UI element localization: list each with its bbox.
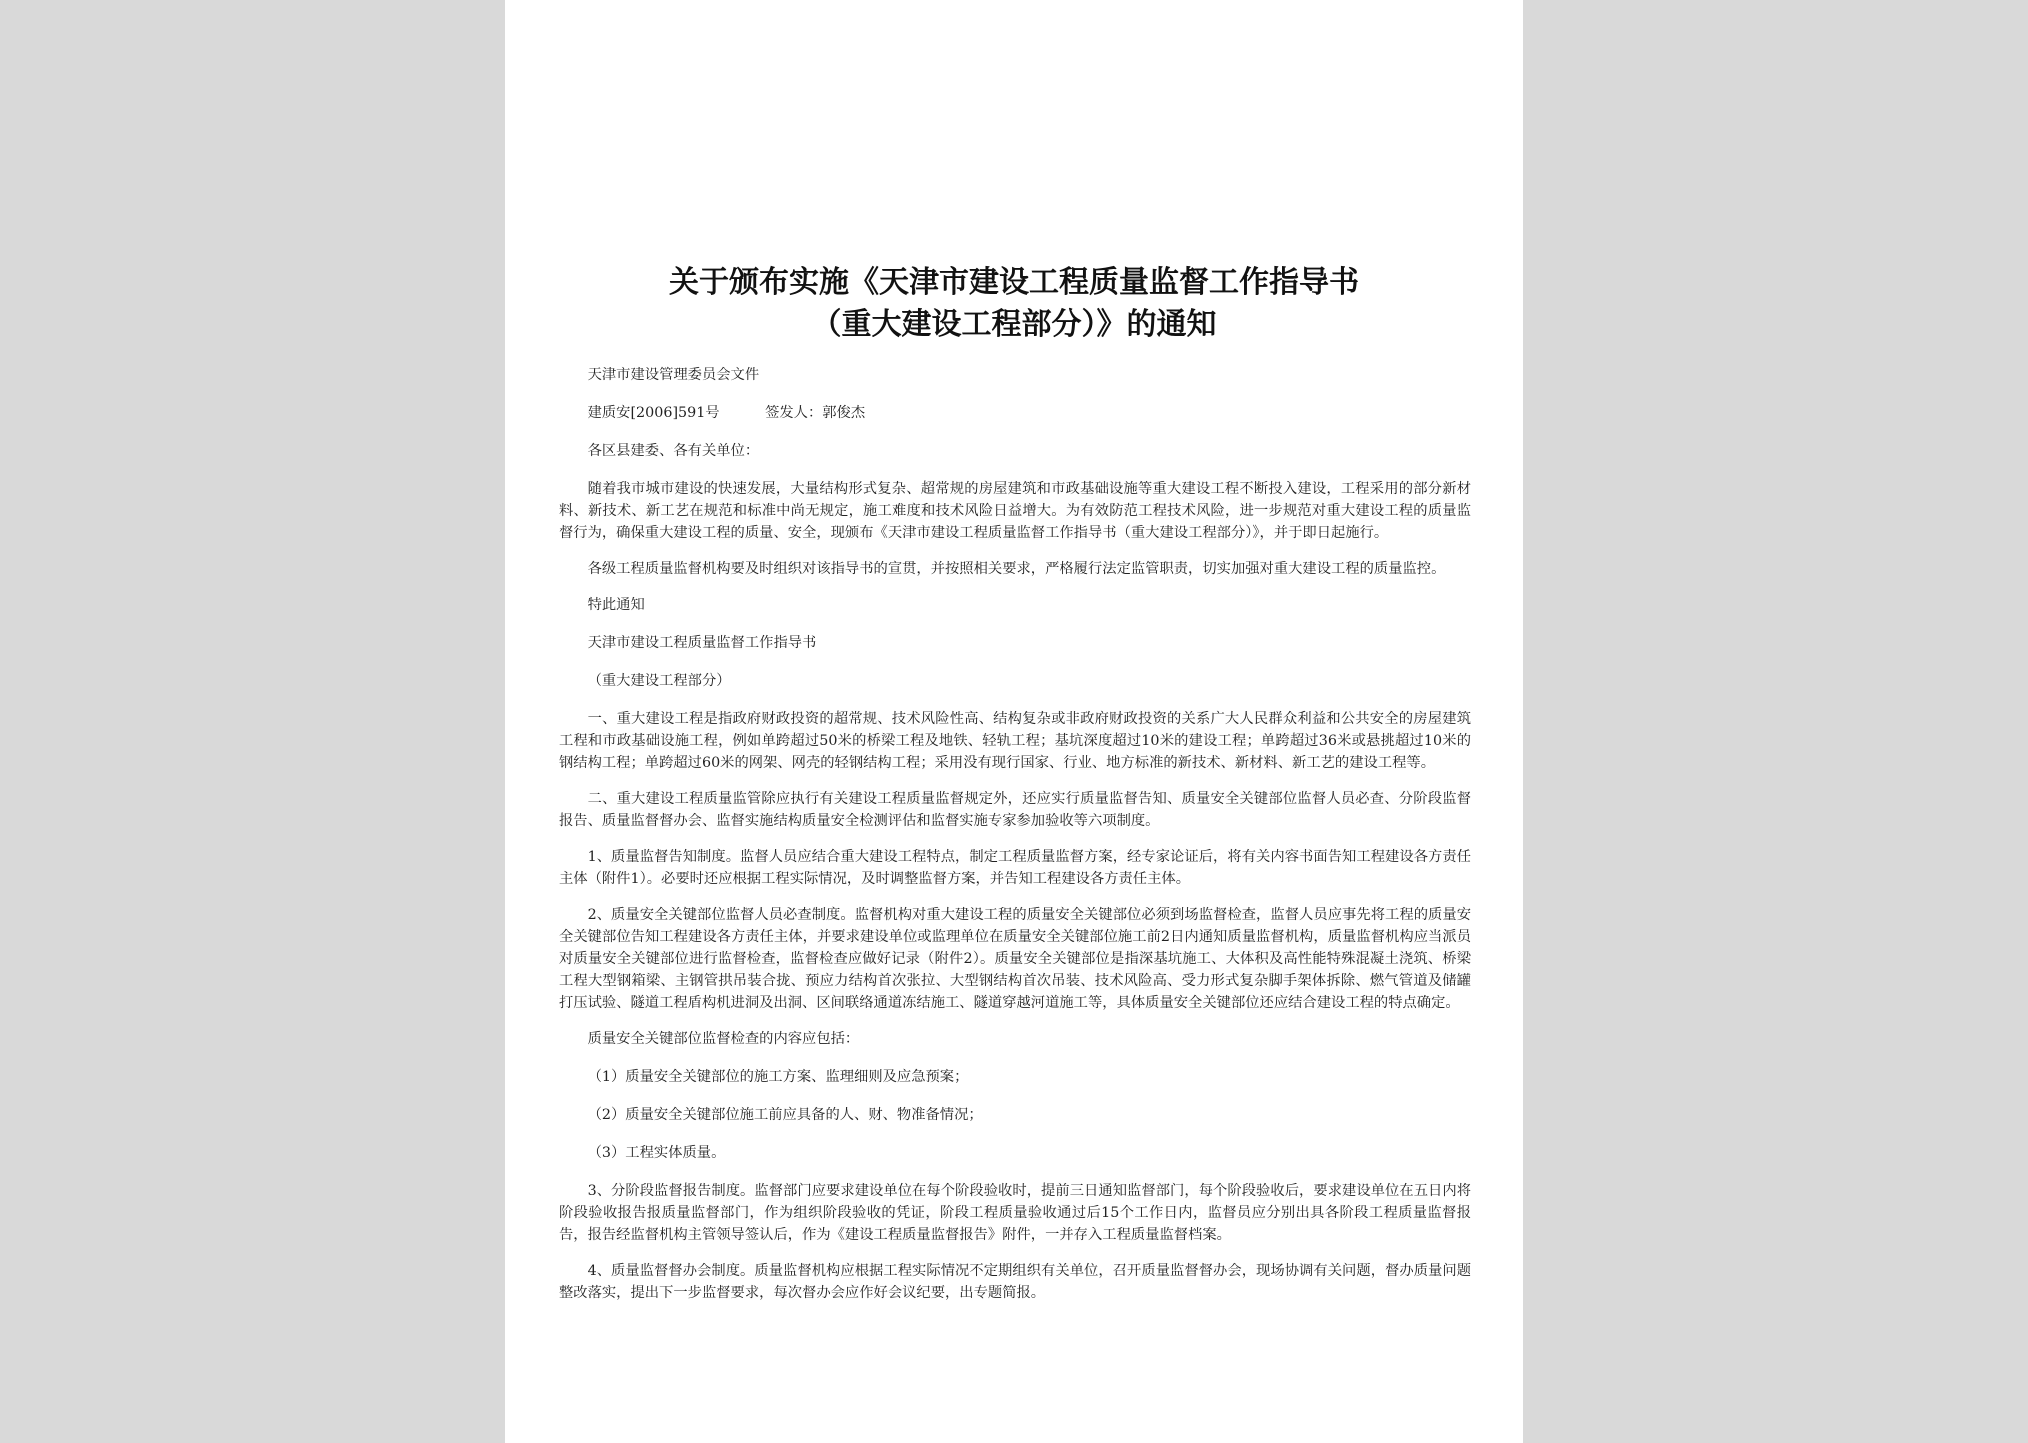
document-title [505,262,1523,346]
document-page [505,0,1523,1443]
paragraph: 一、重大建设工程是指政府财政投资的超常规、技术风险性高、结构复杂或非政府财政投资的关系广大人民群众利益和公共安全的房屋建筑工程和市政基础设施工程，例如单跨超过50米的桥梁工程及地铁、轻轨工程；基坑深度超过10米的建设工程；单跨超过36米或悬挑超过10米的钢结构工程；单跨超过60米的网架、网壳的轻钢结构工程；采用没有现行国家、行业、地方标准的新技术、新材料、新工艺的建设工程等。 [559,711,1471,771]
addressee-line: 各区县建委、各有关单位： [587,443,760,459]
signer: 签发人：郭俊杰 [765,405,866,421]
paragraph: 3、分阶段监督报告制度。监督部门应要求建设单位在每个阶段验收时，提前三日通知监督部门，每个阶段验收后，要求建设单位在五日内将阶段验收报告报质量监督部门，作为组织阶段验收的凭证，阶段工程质量验收通过后15个工作日内，监督员应分别出具各阶段工程质量监督报告，报告经监督机构主管领导签认后，作为《建设工程质量监督报告》附件，一并存入工程质量监督档案。 [559,1183,1471,1243]
paragraph: 各级工程质量监督机构要及时组织对该指导书的宣贯，并按照相关要求，严格履行法定监管职责，切实加强对重大建设工程的质量监控。 [587,561,1446,577]
list-item: （2）质量安全关键部位施工前应具备的人、财、物准备情况； [587,1107,983,1123]
paragraph: 二、重大建设工程质量监管除应执行有关建设工程质量监督规定外，还应实行质量监督告知、质量安全关键部位监督人员必查、分阶段监督报告、质量监督督办会、监督实施结构质量安全检测评估和监督实施专家参加验收等六项制度。 [559,791,1471,829]
document-body [559,364,1471,1318]
doc-number: 建质安[2006]591号 [587,405,720,421]
title-line-1: 关于颁布实施《天津市建设工程质量监督工作指导书 [669,265,1359,300]
paragraph: （重大建设工程部分） [587,673,731,689]
list-item: （3）工程实体质量。 [587,1145,726,1161]
title-line-2: （重大建设工程部分）》的通知 [811,307,1217,342]
paragraph: 特此通知 [587,597,645,613]
paragraph: 4、质量监督督办会制度。质量监督机构应根据工程实际情况不定期组织有关单位，召开质量监督督办会，现场协调有关问题，督办质量问题整改落实，提出下一步监督要求，每次督办会应作好会议纪要，出专题简报。 [559,1263,1471,1301]
list-item: （1）质量安全关键部位的施工方案、监理细则及应急预案； [587,1069,969,1085]
issuer-line: 天津市建设管理委员会文件 [587,367,760,383]
doc-number-line [559,402,1471,424]
paragraph: 天津市建设工程质量监督工作指导书 [587,635,817,651]
paragraph: 随着我市城市建设的快速发展，大量结构形式复杂、超常规的房屋建筑和市政基础设施等重大建设工程不断投入建设，工程采用的部分新材料、新技术、新工艺在规范和标准中尚无规定，施工难度和技术风险日益增大。为有效防范工程技术风险，进一步规范对重大建设工程的质量监督行为，确保重大建设工程的质量、安全，现颁布《天津市建设工程质量监督工作指导书（重大建设工程部分）》，并于即日起施行。 [559,481,1471,541]
paragraph: 1、质量监督告知制度。监督人员应结合重大建设工程特点，制定工程质量监督方案，经专家论证后，将有关内容书面告知工程建设各方责任主体（附件1）。必要时还应根据工程实际情况，及时调整监督方案，并告知工程建设各方责任主体。 [559,849,1471,887]
paragraph: 质量安全关键部位监督检查的内容应包括： [587,1031,860,1047]
paragraph: 2、质量安全关键部位监督人员必查制度。监督机构对重大建设工程的质量安全关键部位必须到场监督检查，监督人员应事先将工程的质量安全关键部位告知工程建设各方责任主体，并要求建设单位或监理单位在质量安全关键部位施工前2日内通知质量监督机构，质量监督机构应当派员对质量安全关键部位进行监督检查，监督检查应做好记录（附件2）。质量安全关键部位是指深基坑施工、大体积及高性能特殊混凝土浇筑、桥梁工程大型钢箱梁、主钢管拱吊装合拢、预应力结构首次张拉、大型钢结构首次吊装、技术风险高、受力形式复杂脚手架体拆除、燃气管道及储罐打压试验、隧道工程盾构机进洞及出洞、区间联络通道冻结施工、隧道穿越河道施工等，具体质量安全关键部位还应结合建设工程的特点确定。 [559,907,1471,1011]
